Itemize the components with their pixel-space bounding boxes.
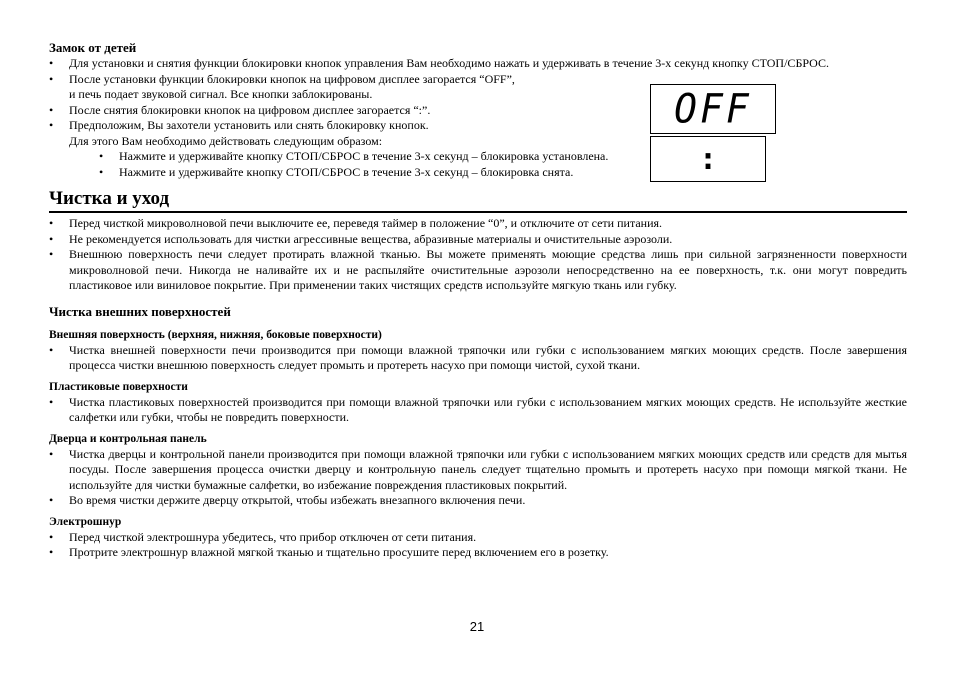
cord-heading: Электрошнур bbox=[49, 515, 122, 528]
page-number: 21 bbox=[469, 619, 485, 634]
cleaning-heading: Чистка и уход bbox=[49, 188, 907, 213]
plastic-heading: Пластиковые поверхности bbox=[49, 380, 188, 393]
page-content bbox=[49, 40, 907, 561]
door-heading: Дверца и контрольная панель bbox=[49, 432, 207, 445]
list-item: • Чистка дверцы и контрольной панели производится при помощи влажной тряпочки или губки с использованием мягких моющих средств или средств для мытья посуды. После завершения процесса очистки дверцу и контрольную панель следует тщательно промыть и протереть насухо при помощи мягкой ткани. Не используйте для чистки бумажные салфетки, во избежание повреждения пластиковых покрытий. bbox=[49, 447, 907, 494]
list-item: • Нажмите и удерживайте кнопку СТОП/СБРОС в течение 3-х секунд – блокировка снята. bbox=[99, 165, 719, 181]
list-item: • Перед чисткой электрошнура убедитесь, что прибор отключен от сети питания. bbox=[49, 530, 907, 546]
list-item: • Внешнюю поверхность печи следует протирать влажной тканью. Вы можете применять моющие средства лишь при сильной загрязненности поверхности микроволновой печи. Никогда не наливайте их и не распыляйте очистительные аэрозоли непосредственно на ее поверхность, т.к. они могут повредить пластиковое или виниловое покрытие. При применении таких чистящих средств используйте мягкую ткань или губку. bbox=[49, 247, 907, 294]
cleaning-list bbox=[49, 216, 907, 294]
display-off-text: OFF bbox=[674, 85, 752, 133]
list-item: • Во время чистки держите дверцу открытой, чтобы избежать внезапного включения печи. bbox=[49, 493, 907, 509]
list-item: • Протрите электрошнур влажной мягкой тканью и тщательно просушите перед включением его в розетку. bbox=[49, 545, 907, 561]
external-heading: Чистка внешних поверхностей bbox=[49, 303, 231, 319]
display-colon-text: : bbox=[698, 141, 718, 177]
outer-surface-list bbox=[49, 343, 907, 374]
door-list bbox=[49, 447, 907, 509]
list-item: • Не рекомендуется использовать для чистки агрессивные вещества, абразивные материалы и очистительные аэрозоли. bbox=[49, 232, 907, 248]
child-lock-steps bbox=[49, 149, 907, 180]
outer-surface-heading: Внешняя поверхность (верхняя, нижняя, боковые поверхности) bbox=[49, 328, 382, 341]
plastic-list bbox=[49, 395, 907, 426]
list-item: • После снятия блокировки кнопок на цифровом дисплее загорается “:”. bbox=[49, 103, 661, 119]
list-item: • Предположим, Вы захотели установить или снять блокировку кнопок. bbox=[49, 118, 661, 134]
child-lock-heading: Замок от детей bbox=[49, 40, 137, 55]
display-off-image bbox=[650, 84, 776, 134]
list-item: • Для установки и снятия функции блокировки кнопок управления Вам необходимо нажать и удерживать в течение 3-х секунд кнопку СТОП/СБРОС. bbox=[49, 56, 907, 72]
list-item: • Чистка внешней поверхности печи производится при помощи влажной тряпочки или губки с использованием мягких моющих средств. После завершения процесса чистки внешнюю поверхность следует промыть и протереть насухо при помощи чистой, сухой ткани. bbox=[49, 343, 907, 374]
list-item: • Нажмите и удерживайте кнопку СТОП/СБРОС в течение 3-х секунд – блокировка установлена. bbox=[99, 149, 619, 165]
display-colon-image bbox=[650, 136, 766, 182]
child-lock-list bbox=[49, 56, 907, 134]
cord-list bbox=[49, 530, 907, 561]
list-item: • Чистка пластиковых поверхностей производится при помощи влажной тряпочки или губки с использованием мягких моющих средств. Не используйте жесткие салфетки или губки, чтобы не повредить поверхности. bbox=[49, 395, 907, 426]
instruction-intro: Для этого Вам необходимо действовать следующим образом: bbox=[69, 133, 383, 148]
list-item: • После установки функции блокировки кнопок на цифровом дисплее загорается “OFF”, и печь подает звуковой сигнал. Все кнопки заблокированы. bbox=[49, 72, 661, 103]
list-item: • Перед чисткой микроволновой печи выключите ее, переведя таймер в положение “0”, и отключите от сети питания. bbox=[49, 216, 907, 232]
